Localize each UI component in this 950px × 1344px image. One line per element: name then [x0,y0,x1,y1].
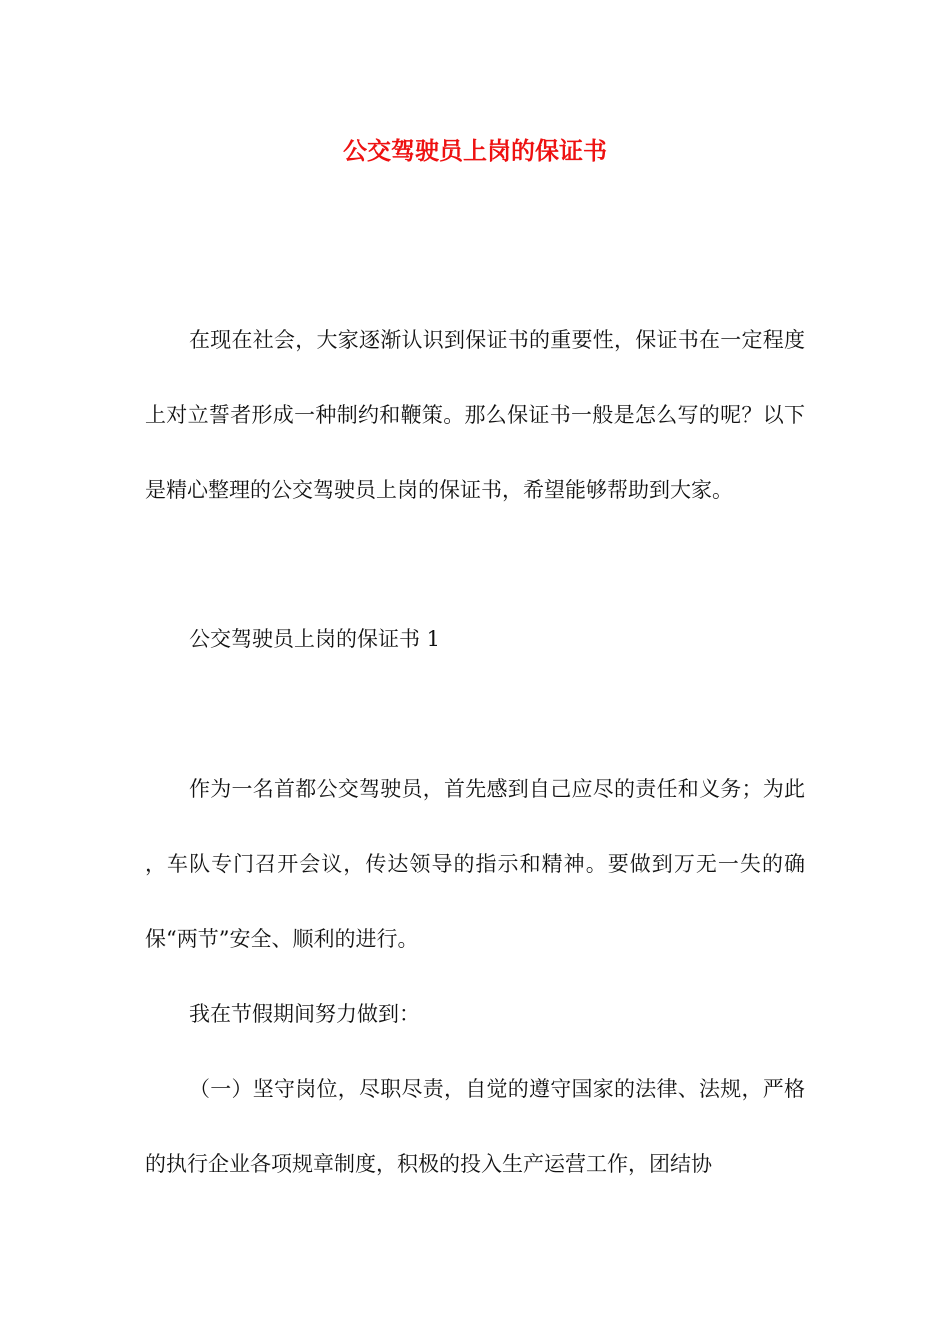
section-heading: 公交驾驶员上岗的保证书 1 [189,627,441,651]
document-title: 公交驾驶员上岗的保证书 [343,136,607,165]
paragraph-item-one: （一）坚守岗位，尽职尽责，自觉的遵守国家的法律、法规，严格的执行企业各项规章制度，积极的投入生产运营工作，团结协 [145,1077,805,1176]
paragraph-body: 作为一名首都公交驾驶员，首先感到自己应尽的责任和义务；为此 ，车队专门召开会议，传达领导的指示和精神。要做到万无一失的确保“两节”安全、顺利的进行。 [145,777,805,951]
paragraph-lead-in: 我在节假期间努力做到： [189,1002,420,1026]
paragraph-intro: 在现在社会，大家逐渐认识到保证书的重要性，保证书在一定程度上对立誓者形成一种制约和鞭策。那么保证书一般是怎么写的呢？以下是精心整理的公交驾驶员上岗的保证书，希望能够帮助到大家。 [145,328,805,502]
